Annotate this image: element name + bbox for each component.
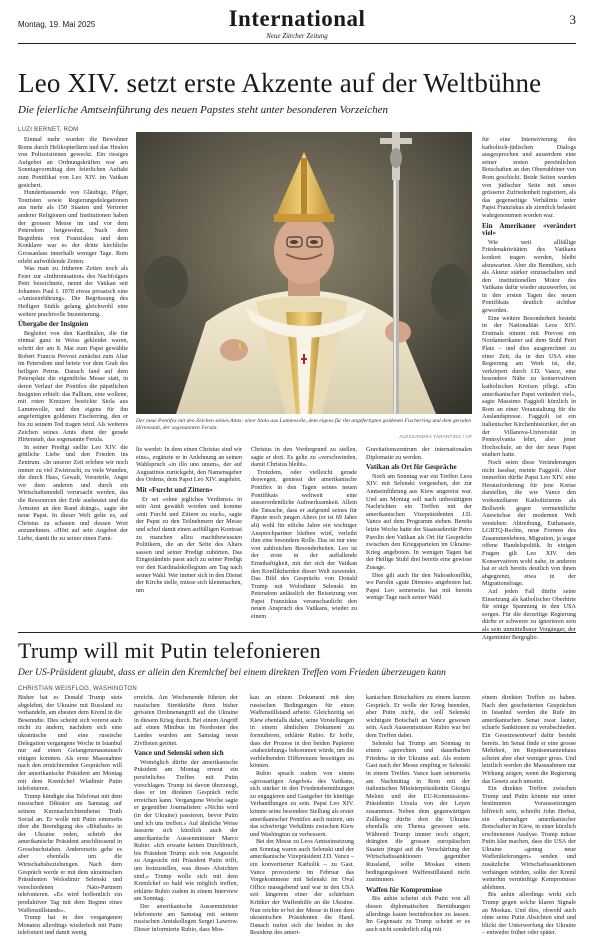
article2-subtitle: Der US-Präsident glaubt, dass er allein den Kremlchef bei einem direkten Treffen vom Frieden überzeugen kann [18,668,446,678]
subheading: Waffen für Kompromisse [366,885,442,894]
paragraph: Bis anhin scheint sich Putin von all diesen diplomatischen Bemühungen allerdings kaum beeindrucken zu lassen. Im Gegensatz zu Trump scheint er es auch nicht sonderlich eilig mit [366,895,470,933]
paragraph: Eine weitere Besonderheit besteht in der Nationalität Leos XIV. Erstmals nimmt mit Prevost ein Nordamerikaner auf dem Stuhl Petri Platz – und dies ausgerechnet zu einer Zeit, da in den USA eine Regierung am Werk ist, die, verkörpert durch J.D. Vance, eine besondere Nähe zu konservativen katholischen Kreisen pflegt. «Ein amerikanischer Papst verändert viel», sagte Massimo Faggioli kürzlich in Rom an einer Veranstaltung für die Auslandspresse. Faggioli ist ein italienischer Kirchenhistoriker, der an der Villanova-Universität in Pennsylvania lehrt, also jener Hochschule, an der der neue Papst studiert hatte. [482,314,576,459]
paragraph: lie werdet: In dem einen Christus sind wir eins», ergänzte er in Anlehnung an seinen Wahlspruch «in illo uno unum», der auf Augustinus zurückgeht, den Namensgeber des Ordens, dem Papst Leo XIV. angehört. [136,446,242,484]
article1-col1 [18,136,128,626]
subheading: Mit «Furcht und Zittern» [136,485,213,494]
article2-byline: CHRISTIAN WEISFLOG, WASHINGTON [18,686,138,692]
paragraph: Trotzdem, oder vielleicht gerade deswegen, geniesst der amerikanische Pontifex in den Tagen seines neuen Pontifikats weltweit eine ausserordentliche Aufmerksamkeit. Allein die Tatsache, dass er aufgrund seines für Päpste noch jungen Alters (er ist 69 Jahre alt) wohl für etliche Jahre ein wichtiger Ansprechpartner bleiben wird, verleiht ihm eine besondere Rolle. Das ist nur eine von zahlreichen Besonderheiten. Leo ist der erste in der auffallende Ernsthaftigkeit, mit der sich der Vatikan den Konfliktherden dieser Welt zuwendet. Das Bild des Gesprächs von Donald Trump mit Wolodimir Selenski im Petersdom anlässlich der Beisetzung von Papst Franziskus veranschaulicht den neuen Anspruch des Vatikans, wieder zu einem [251,468,357,621]
paragraph: für eine Intensivierung des katholisch-jüdischen Dialogs ausgesprochen und ausserdem eine seiner ersten persönlichen Botschaften an den Oberrabbiner von Rom geschickt. Beide Seiten wurden von jüdischer Seite mit umso grösserer Zufriedenheit registriert, als das gegenseitige Verhältnis unter Papst Franziskus als ziemlich belastet wahrgenommen worden war. [482,136,576,219]
photo-credit: ALESSANDRA TARANTINO / AP [399,434,472,439]
paragraph: Wie weit allfällige Friedenaktivitäten des Vatikans konkret tragen werden, bleibt abzuwarten. Aber die Bemühen, sich als Akteur stärker einzuschalten und den institutionellen Motor des Vatikans dafür wieder anzuwerfen, ist in den ersten Tagen des neuen Pontifikats deutlich sichtbar geworden. [482,238,576,315]
pope-photo-image [136,132,472,414]
paragraph: Christus in den Vordergrund zu stellen, sagte er dort. Es gelte zu «verschwinden, damit Christus bleibt». [251,446,357,469]
paragraph: Bisher hat es Donald Trump stets abgelehnt, der Ukraine mit Russland zu verhandeln, am ehesten dem Kreml in die Besenndie. Dies scheint sich vorerst auch nicht zu ändern, nachdem sich eine ukrainische und eine russische Delegation vergangene Woche in Istanbul nur auf einen Gefangenenaustausch einigen konnten. Als erste Massnahme nach den ernüchternden Gesprächen will der amerikanische Präsident am Montag mit dem Kremlchef Wladimir Putin telefonieren. [18,694,122,793]
article2-headline: Trump will mit Putin telefonieren [18,638,321,663]
article2-col3 [250,694,354,937]
article1-col5 [482,136,576,641]
masthead-rule [18,43,576,44]
subheading: Übergabe der Insignien [18,320,89,329]
photo-caption [136,418,472,439]
paragraph: Der amerikanische Aussenminister telefonierte am Samstag mit seinem russischen Amtskollegen Sergei Lawrow. Dieser informierte Rubio, dass Mos- [134,903,238,933]
paragraph: Noch seien diese Veränderungen nicht fassbar, meinte Faggioli. Aber immerhin dürfte Papst Leo XIV. eine Herausforderung für jene Kreise darstellen, die wie Vance den vorkonziliaren Katholizismus als Bollwerk gegen vermeintliche Auswüchse der modernen Welt verstehen: Abtreibung, Euthanasie, LGBTQ-Rechte, neue Formen des Zusammenlebens, Migration, ja sogar offene Handelspolitik. In einigen Fragen gilt Leo XIV. den Konservativen wohl nahe, in anderen hat er sich bereits deutlich von ihnen abgegrenzt, etwa in der Migrationsfrage. [482,458,576,588]
issue-date: Montag, 19. Mai 2025 [18,20,96,29]
article1-col4 [366,446,472,626]
paragraph: Noch am Sonntag war ein Treffen Leos XIV. mit Selenski vorgesehen, der zur Amtseinführung aus Kiew angereist war. Und am Montag soll nach unbestätigten Nachrichten ein Treffen mit der amerikanischen Vizepräsidenten J.D. Vance auf dem Programm stehen. Bereits letzte Woche hatte der Staatssekretär Petro Parolin den Vatikan als Ort für Gespräche zwischen den Kriegsparteien im Ukraine-Krieg angeboten. In wenigen Tagen hat der Heilige Stuhl drei bereits eine gewisse Zusage. [366,472,472,571]
paragraph: Hunderttausende von Gläubige, Pilger, Touristen sowie Regierungsdelegationen aus mehr als 150 Staaten und Vertreter anderer Religionen und Institutionen haben der grossen Messe im und vor dem Petersdom beigewohnt. Nach dem Begräbnis von Franziskus und dem Konklave war es der dritte kirchliche Grossanlass innerhalb weniger Tage. Rom erlebt aufwühlende Zeiten. [18,189,128,265]
paragraph: Dies gilt auch für den Nahostkonflikt, wo Parolin «gute Dienste» angeboten hat. Papst Leo seinerseits hat mit bereits wenige Tage nach seiner Wahl [366,571,472,602]
paragraph: Trump hat in den vergangenen Monaten allerdings wiederholt mit Putin telefoniert und damit wenig [18,914,122,937]
pope-photo [136,132,472,414]
photo-caption-text: Der neue Pontifex mit den Zeichen seines Amts: einer Stola aus Lammwolle, dem eigens für ihn angefertigten goldenen Fischerring und dem geraden Hirtenstab, der sogenannten Ferula. [136,418,472,431]
paragraph: erreicht. Am Wochenende führten der russischen Streitkräfte ihren bisher grössten Drohnenangriff auf die Ukraine in diesem Krieg durch. Bei einem Angriff auf einen Minibus im Nordosten des Landes wurden am Samstag neun Zivilisten getötet. [134,694,238,747]
paragraph: In seiner Predigt stellte Leo XIV. die göttliche Liebe und den Frieden ins Zentrum. «In unserer Zeit erleben wir noch immer zu viel Zwietracht, zu viele Wunden, die durch Hass, Gewalt, Vorurteile, Angst vor dem anderen und durch ein Wirtschaftsmodell verursacht werden, das die Ressourcen der Erde ausbeutet und die Ärmsten an den Rand drängt», sagte der neue Papst. In dieser Welt gelte es, auf Christus zu schauen und dessen Wort anzunehmen. «Hört auf sein Angebot der Liebe, damit ihr zu seiner einen Fami- [18,443,128,542]
paragraph: Bis anhin allerdings wirkt sich Trump gegen solche klaren Signale an Moskau. Und dies, obwohl auch ohne seine Putin Absichten sind und blickt der Unterwerfung der Ukraine – entweder früher oder später. [482,891,576,937]
article2-col5 [482,694,576,937]
page-number: 3 [569,12,576,27]
article1-headline: Leo XIV. setzt erste Akzente auf der Weltbühne [18,68,542,98]
paragraph: Bei der Messe zu Leos Amtseinsetzung am Sonntag waren auch Selenski und der amerikanische Vizepräsident J.D. Vance – ein konvertierter Katholik – zu Gast. Vance provozierte im Februar das Vorgekommene mit Selenski im Oval Office massgebend und war in den USA seit längerem einer der schärfsten Kritiker der Waffenhilfe an die Ukraine. Nun reichte er bei der Messe in Rom dem ukrainischen Präsidenten die Hand. Danach trafen sich die beiden in der Residenz des ameri- [250,838,354,937]
paragraph: Womöglich dürfte der amerikanische Präsident am Montag erneut ein persönliches Treffen mit Putin vorschlagen. Trump ist davon überzeugt, dass er im direkten Gespräch recht erreichen kann. Vergangene Woche sagte er gegenüber Journalisten: «Nichts wird (in der Ukraine) passieren, bevor Putin und ich uns treffen.» Auf ähnliche Weise äusserte sich kürzlich auch der amerikanische Aussenminister Marco Rubio: «Ich erwarte keinen Durchbruch, bis Präsident Trump sich von Angesicht zu Angesicht mit Präsident Putin trifft, um festzustellen, was dieses Absichten sind.» Trump wolle sich mit dem Kremlchef so bald wie möglich treffen, erklärte Rubio zudem in einem Interview am Sonntag. [134,758,238,903]
paragraph: Einmal mehr wurden die Bewohner Roms durch Helikopterlärm und das Heulen von Polizeisirenen geweckt. Ein riesiges Aufgebot an Ordnungskräften war am Sonntagvormittag den feierlichen Auftakt zum Pontifikat von Leo XIV. im Vatikan gesichert. [18,136,128,189]
paragraph: Rubio sprach zudem von einem «grossartigen Angebot» des Vatikans, sich stärker in den Friedensbemühungen zu engagieren und Gastgeber für künftige Verhandlungen zu sein. Papst Leo XIV. könnte seine besondere Stellung als erster amerikanischer Pontifex auch nutzen, um das schwierige Verhältnis zwischen Kiew und Washington zu verbessern. [250,769,354,838]
article-divider [18,632,576,633]
paragraph: Gravitationszentrum der internationalen Diplomatie zu werden. [366,446,472,461]
subheading: Ein Amerikaner «verändert viel» [482,221,576,238]
paragraph: Auf jeden Fall dürfte seine Einsetzung als katholischer Oberhirte für einige Spannung in den USA sorgen. Für die derzeitige Regierung dürfte er schwerer zu ignorieren sein als sein unmittelbarer Vorgänger, der Argentinier Bergoglio. [482,588,576,641]
article2-col4 [366,694,470,933]
paragraph: kau an einem Dokument mit den russischen Bedingungen für einen Waffenstillstand arbeite. Gleichzeitig sei Kiew ebenfalls dabei, seine Vorstellungen in einem ähnlichen Dokument zu formulieren, erklärte Rubio. Er hoffe, dass der Prozess in den beiden Papieren «naheziehung» bekommen würde, um die verbleibenden Differenzen beseitigen zu können. [250,694,354,770]
paragraph: Begleitet von den Kardinälen, die für einmal ganz in Weiss gekleidet waren, schritt der am 8. Mai zum Papst gewählte Robert Francis Prevost zunächst zum Altar im Petersdom und betete vor dem Grab des heiligen Petrus. Danach fand auf dem Petersplatz die eigentliche Messe statt, in deren Verlauf der Pontifex die päpstlichen Insignien erhielt: das Pallium, eine wollene, mit roten Kreuzen bestickte Stola aus Lammwolle, und den eigens für ihn angefertigten goldenen Fischerring, den er bis zu seinem Tod tragen wird. Als weiteres Zeichen seines Amts dient der gerade Hirtenstab, das sogenannte Ferula. [18,329,128,444]
paragraph: Er sei «ohne jegliches Verdienst» in sein Amt gewählt worden und komme «mit Furcht und Zittern zu euch», sagte der Papst zu den Teilnehmern der Messe und schuf damit einen auffälligen Kontrast zu manchen allzu machtbewussten Politikern, die an der Seite des Altars sassen und seiner Predigt zuhörten. Das Eingeständnis passt auch zu seiner Predigt vor den Kardinalskollegium am Tag nach seiner Wahl. Wer immer sich in den Dienst der Kirche stelle, müsse sich kleinmachen, um [136,495,242,594]
paragraph: Trump kündigte das Telefonat mit dem russischen Diktator am Samstag auf seinem Kurznachrichtendienst Truth Social an. Er wolle mit Putin einerseits über die Beendigung des «Blutbads» in der Ukraine reden, schrieb der amerikanische Präsident anschliessend in Grossbuchstaben. Andererseits gehe es aber ebenfalls um die Wirtschaftsbeziehungen. Nach dem Gespräch werde er mit dem ukrainischen Präsidenten Wolodimir Selenski und verschiedenen Nato-Partnern telefonieren. «Es wird hoffentlich ein produktiver Tag mit dem Beginn eines Waffenstillstands». [18,792,122,914]
paragraph: Was man zu früheren Zeiten noch als Feier zur «Inthronisation» des Nachfolgers Petri bezeichnete, nennt der Vatikan seit Johannes Paul I. 1978 etwas prosaisch eine «Amtseinführung». Die Begrüssung des Heiligen Stuhls gelang gleichwohl eine weitere prachtvolle Inszenierung. [18,265,128,318]
section-title: International [228,6,366,31]
paragraph: Ein direktes Treffen zwischen Trump und Putin könnte nur unter bestimmten Voraussetzungen hilfreich sein, schreibt John Herbst, ein ehemaliger amerikanischer Botschafter in Kiew, in einer kürzlich erschienenen Analyse. Trump müsse Putin klar machen, dass die USA der Ukraine «genug neue Waffenlieferungen» senden und zusätzliche Wirtschaftssanktionen verhängen würden, sollte der Kreml weiterhin vernünftige Kompromisse ablehnen. [482,785,576,891]
masthead [18,6,576,38]
article1-col3 [251,446,357,626]
newspaper-name: Neue Zürcher Zeitung [266,32,328,40]
paragraph: Selenski bat Trump am Sonntag in einem «gerechten und dauerhaften Frieden» in der Ukraine auf. Als erstem Gast nach der Messe empfing er Selenski in einem Treffen. Vance kam seinerseits am Nachmittag in Rom mit der italienischen Ministerpräsidentin Giorgia Meloni und der EU-Kommissions-Präsidentin Ursula von der Leyen zusammen. Neben dem gegenwärtigen Zollkrieg dürfte dort die Ukraine ebenfalls ein Thema gewesen sein. Während Trump immer noch zögert, drängten die grossen europäischen Staaten jüngst auf die Verschärfung der Wirtschaftssanktionen gegenüber Russland, sollte Moskau einem bedingungslosen Waffenstillstand nicht zustimmen. [366,739,470,884]
article1-col2 [136,446,242,626]
article2-col1 [18,694,122,937]
subheading: Vance und Selenski sehen sich [134,749,224,758]
paragraph: einem direkten Treffen zu haben. Nach den gescheiterten Gesprächen in Istanbul werden die Rufe im amerikanischen Senat zwar lauter, scharfe Sanktionen zu verabschieden. Ein Gesetzesentwurf dafür besteht bereits. Im Senat finde er eine grosse Mehrheit, im Repräsentantenhaus scheint aber eher weniger gross. Und letztlich werden die Massnahmen nur Wirkung zeigen, wenn die Regierung das Gesetz auch umsetzt. [482,694,576,785]
article1-subtitle: Die feierliche Amtseinführung des neuen Papstes steht unter besonderen Vorzeichen [18,104,388,116]
article2-col2 [134,694,238,933]
subheading: Vatikan als Ort für Gespräche [366,463,457,472]
article1-byline: LUZI BERNET, ROM [18,127,79,133]
paragraph: kanischen Botschafters zu einem kurzen Gespräch. Er wolle der Krieg beenden, aber Putin nicht, die soll Selenski wichtigste Botschaft an Vance gewesen sein. Auch Aussenminister Rubio war bei dem Treffen dabei. [366,694,470,739]
